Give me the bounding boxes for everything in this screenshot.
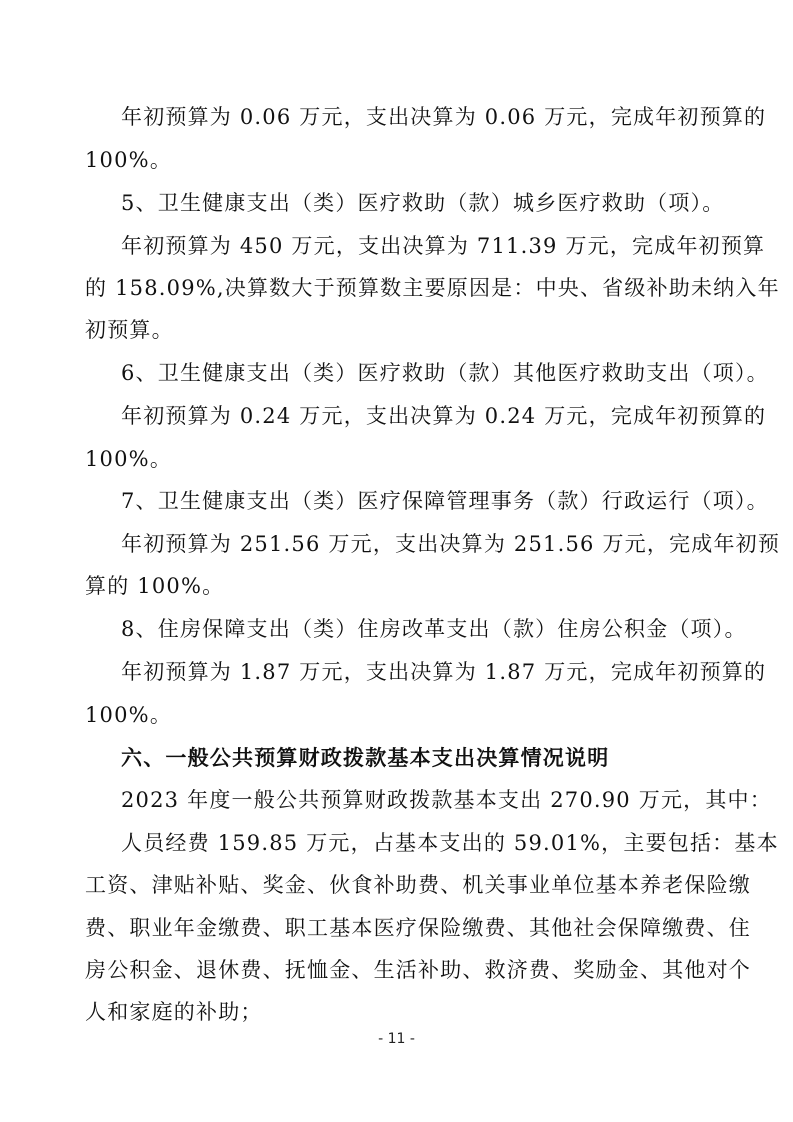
text-line: 年初预算为 1.87 万元，支出决算为 1.87 万元，完成年初预算的 (121, 660, 767, 684)
section-heading: 六、一般公共预算财政拨款基本支出决算情况说明 (121, 745, 610, 770)
text-line: 100%。 (85, 148, 173, 172)
text-line: 人员经费 159.85 万元，占基本支出的 59.01%，主要包括：基本 (121, 831, 779, 855)
text-line: 算的 100%。 (85, 574, 225, 598)
text-line: 初预算。 (85, 318, 174, 342)
text-line: 年初预算为 450 万元，支出决算为 711.39 万元，完成年初预算 (121, 234, 766, 258)
text-line: 工资、津贴补贴、奖金、伙食补助费、机关事业单位基本养老保险缴 (85, 873, 751, 897)
text-line: 100%。 (85, 447, 173, 471)
page-number: - 11 - (378, 1031, 415, 1047)
section-item-6: 6、卫生健康支出（类）医疗救助（款）其他医疗救助支出（项）。 (121, 361, 769, 385)
section-item-7: 7、卫生健康支出（类）医疗保障管理事务（款）行政运行（项）。 (121, 489, 769, 513)
text-line: 2023 年度一般公共预算财政拨款基本支出 270.90 万元，其中： (121, 788, 772, 812)
text-line: 费、职业年金缴费、职工基本医疗保险缴费、其他社会保障缴费、住 (85, 916, 751, 940)
text-line: 100%。 (85, 703, 173, 727)
text-line: 人和家庭的补助； (85, 1000, 263, 1024)
section-item-8: 8、住房保障支出（类）住房改革支出（款）住房公积金（项）。 (121, 617, 747, 641)
text-line: 年初预算为 0.24 万元，支出决算为 0.24 万元，完成年初预算的 (121, 404, 767, 428)
text-line: 年初预算为 251.56 万元，支出决算为 251.56 万元，完成年初预 (121, 532, 781, 556)
text-line: 房公积金、退休费、抚恤金、生活补助、救济费、奖励金、其他对个 (85, 958, 751, 982)
section-item-5: 5、卫生健康支出（类）医疗救助（款）城乡医疗救助（项）。 (121, 191, 725, 215)
text-line: 的 158.09%,决算数大于预算数主要原因是：中央、省级补助未纳入年 (85, 276, 780, 300)
text-line: 年初预算为 0.06 万元，支出决算为 0.06 万元，完成年初预算的 (121, 105, 767, 129)
